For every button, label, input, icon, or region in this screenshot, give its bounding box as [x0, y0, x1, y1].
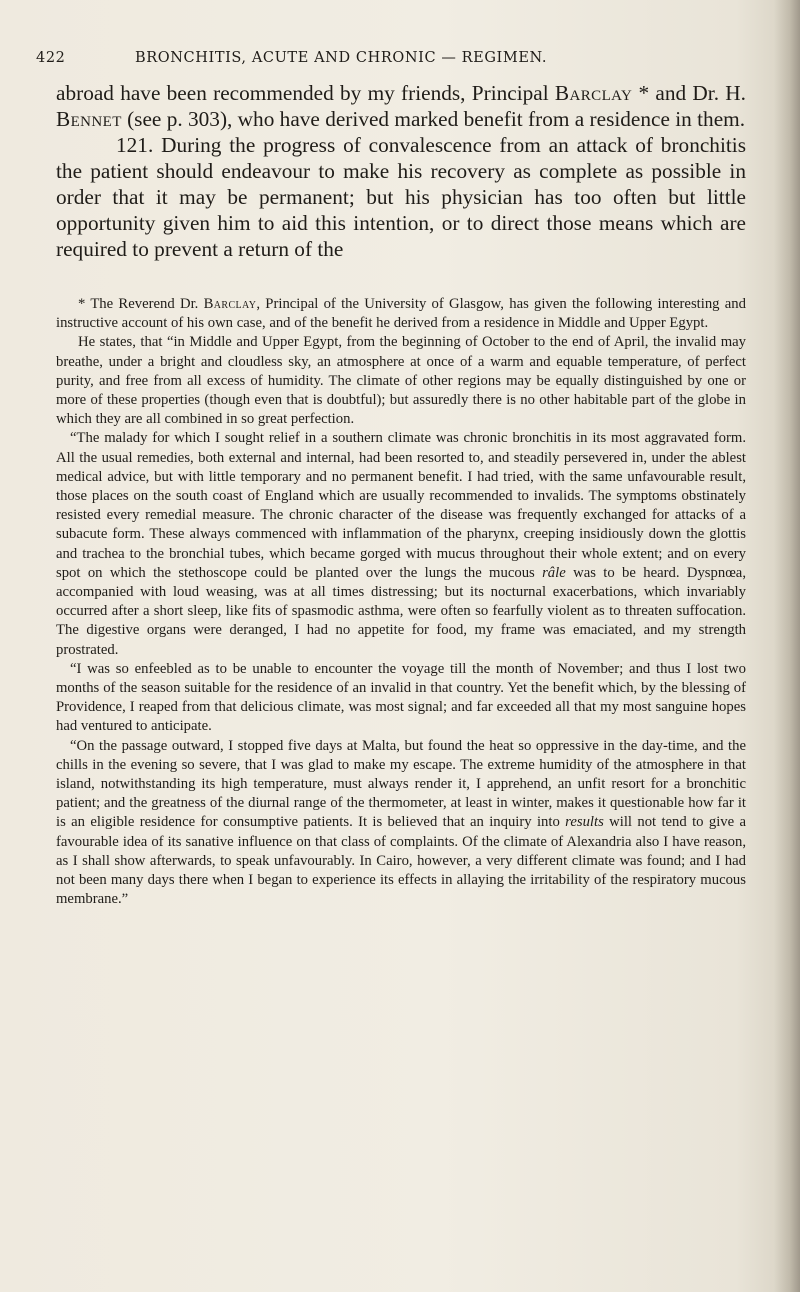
- text-run: was to be heard. Dyspnœa, accompanied with loud weasing, was at all times distressing; but its nocturnal exacerbations, which invariably occurred after a short sleep, like fits of spasmodic asthma, were often so fearfully violent as to threaten suffocation. The digestive organs were deranged, I had no appetite for food, my frame was emaciated, and my strength prostrated.: [56, 564, 746, 658]
- footnote-paragraph: He states, that “in Middle and Upper Egypt, from the beginning of October to the end of April, the invalid may breathe, under a bright and cloudless sky, an atmosphere at once of a warm and equable temperature, of perfect purity, and free from all excess of humidity. The climate of other regions may be equally distinguished by one or more of these properties (though even that is doubtful); but assuredly there is no other habitable part of the globe in which they are all combined in so great perfection.: [56, 334, 746, 428]
- paragraph-121: 121. During the progress of convalescence from an attack of bronchitis the patient should endeavour to make his recovery as complete as possible in order that it may be permanent; but his physician has too often but little opportunity given him to aid this intention, or to direct those means which are required to prevent a return of the: [56, 133, 746, 261]
- footnote-paragraph: [56, 295, 746, 333]
- text-run: * and Dr. H.: [632, 81, 746, 105]
- running-header: [36, 50, 752, 72]
- running-title: BRONCHITIS, ACUTE AND CHRONIC — REGIMEN.: [135, 50, 548, 66]
- text-run: abroad have been recommended by my friends, Principal: [56, 81, 555, 105]
- text-run: “The malady for which I sought relief in a southern climate was chronic bronchitis in its most aggravated form. All the usual remedies, both external and internal, had been resorted to, and steadily persevered in, under the ablest medical advice, but with little temporary and no permanent benefit. I had tried, with the same unfavourable result, those places on the south coast of England which are usually recommended to invalids. The symptoms obstinately resisted every remedial measure. The chronic character of the disease was frequently exchanged for attacks of a subacute form. These always commenced with inflammation of the pharynx, creeping insidiously down the glottis and trachea to the bronchial tubes, which became gorged with mucus throughout their whole extent; and on every spot on which the stethoscope could be planted over the lungs the mucous: [56, 430, 746, 581]
- footnote-paragraph: [56, 429, 746, 659]
- italic-term: râle: [542, 564, 566, 581]
- text-run: will not tend to give a favourable idea of its sanative influence on that class of complaints. Of the climate of Alexandria also I have reason, as I shall show afterwards, to speak unfavourably. In Cairo, however, a very different climate was found; and I had not been many days there when I began to experience its effects in allaying the irritability of the respiratory mucous membrane.”: [56, 814, 746, 908]
- page-number: 422: [36, 50, 66, 66]
- page-edge-shadow: [774, 0, 800, 1292]
- text-run: “On the passage outward, I stopped five days at Malta, but found the heat so oppressive in the day-time, and the chills in the evening so severe, that I was glad to make my escape. The extreme humidity of the atmosphere in that island, notwithstanding its high temperature, must always render it, I apprehend, an unfit resort for a bronchitic patient; and the greatness of the diurnal range of the thermometer, at least in winter, makes it questionable how far it is an eligible residence for consumptive patients. It is believed that an inquiry into: [56, 737, 746, 831]
- text-run: , Principal of the University of Glasgow, has given the following interesting and instructive account of his own case, and of the benefit he derived from a residence in Middle and Upper Egypt.: [56, 296, 746, 332]
- italic-term: results: [565, 814, 604, 831]
- author-name-barclay: Barclay: [203, 296, 257, 312]
- main-text: [56, 80, 746, 262]
- paragraph-continued: [56, 80, 746, 132]
- author-name-bennet: Bennet: [56, 107, 122, 131]
- footnote-paragraph: [56, 737, 746, 910]
- text-run: (see p. 303), who have derived marked benefit from a residence in them.: [121, 107, 746, 131]
- footnote: [56, 295, 746, 910]
- footnote-paragraph: “I was so enfeebled as to be unable to encounter the voyage till the month of November; and thus I lost two months of the season suitable for the residence of an invalid in that country. Yet the benefit which, by the blessing of Providence, I reaped from that delicious climate, was most signal; and far exceeded all that my most sanguine hopes had ventured to anticipate.: [56, 660, 746, 735]
- text-run: * The Reverend Dr.: [78, 296, 204, 312]
- author-name-barclay: Barclay: [554, 81, 633, 105]
